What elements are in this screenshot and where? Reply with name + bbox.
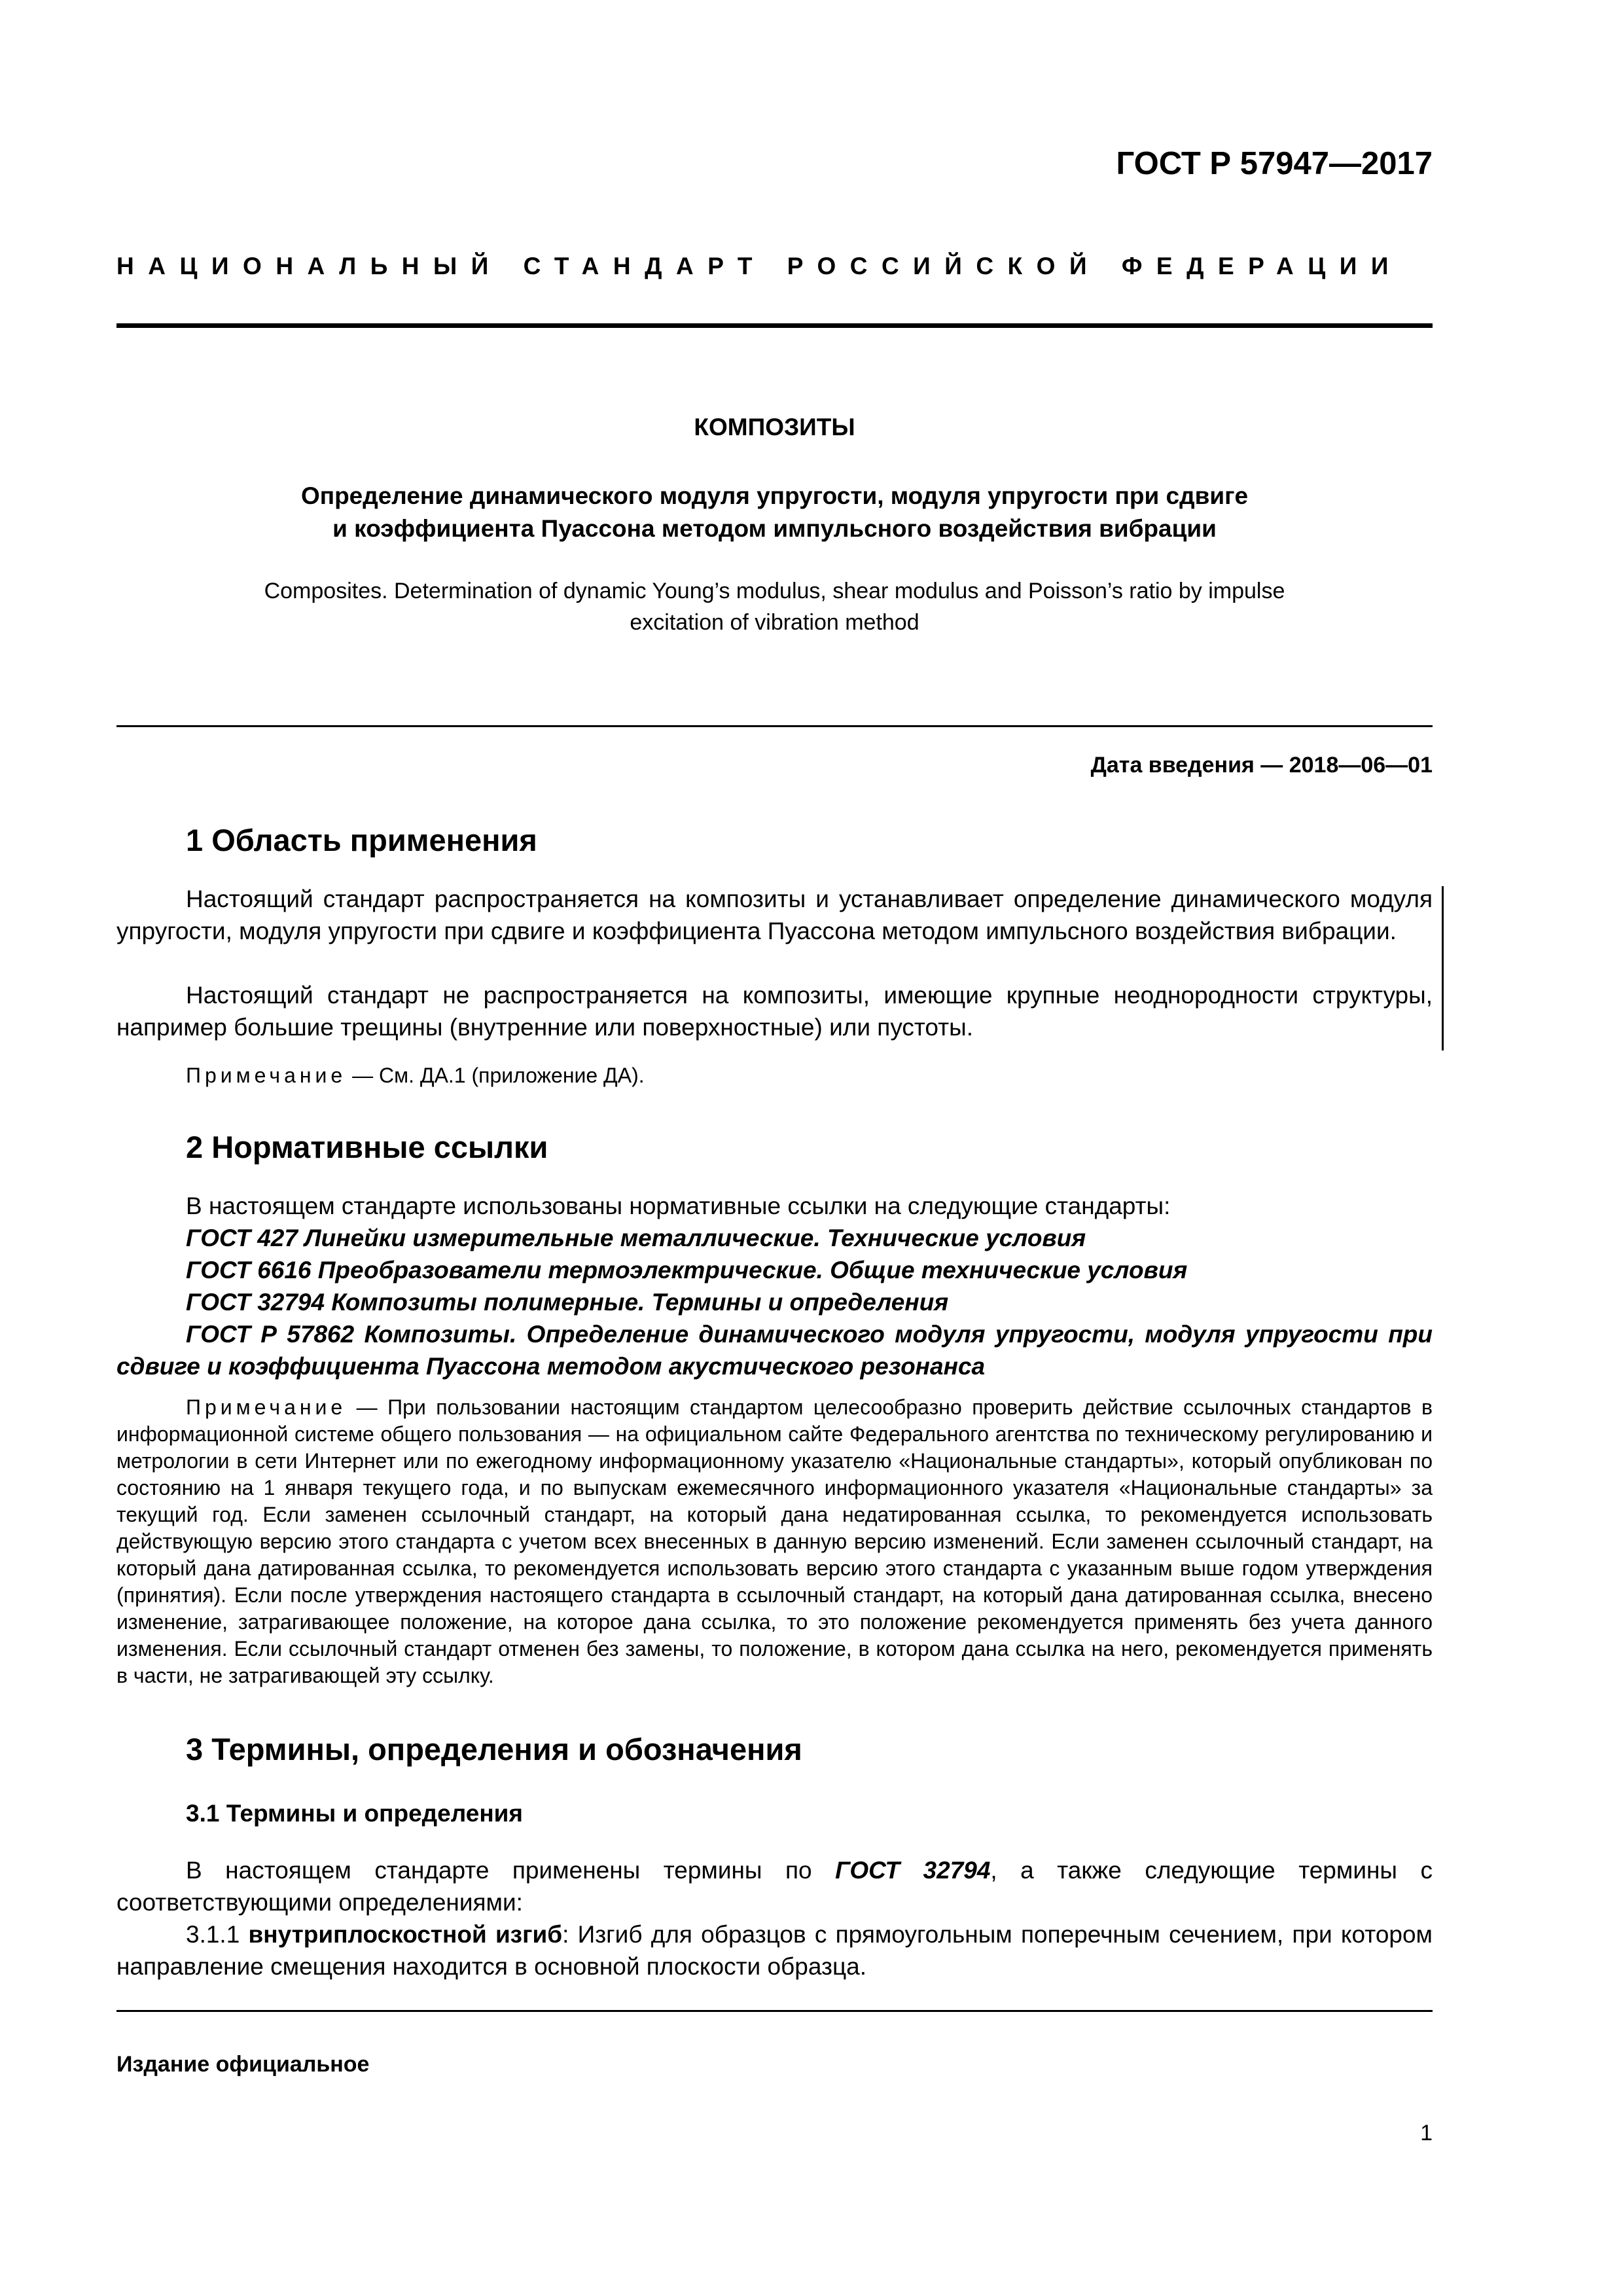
document-number: ГОСТ Р 57947—2017 [1116,146,1433,181]
section-2-note: Примечание — При пользовании настоящим стандартом целесообразно проверить действие ссылочных стандартов в информационной системе общего пользования — на официальном сайте Федерального агентства по техническому регулированию и метрологии в сети Интернет или по ежегодному информационному указателю «Национальные стандарты», который опубликован по состоянию на 1 января текущего года, и по выпускам ежемесячного информационного указателя «Национальные стандарты» за текущий год. Если заменен ссылочный стандарт, на который дана недатированная ссылка, то рекомендуется использовать действующую версию этого стандарта с учетом всех внесенных в данную версию изменений. Если заменен ссылочный стандарт, на который дана датированная ссылка, то рекомендуется использовать версию этого стандарта с указанным выше годом утверждения (принятия). Если после утверждения настоящего стандарта в ссылочный стандарт, на который дана датированная ссылка, внесено изменение, затрагивающее положение, на которое дана ссылка, то это положение рекомендуется применять без учета данного изменения. Если ссылочный стандарт отменен без замены, то положение, в котором дана ссылка на него, рекомендуется применять в части, не затрагивающей эту ссылку. [116,1395,1433,1687]
english-title: Composites. Determination of dynamic Young’s modulus, shear modulus and Poisson’s ratio by impulse excitation of vibration method [264,579,1285,635]
subtitle: Определение динамического модуля упругости, модуля упругости при сдвиге и коэффициента Пуассона методом импульсного воздействия вибрации [300,482,1249,543]
section-1-heading: 1 Область применения [186,823,537,857]
reference-item: ГОСТ 427 Линейки измерительные металлические. Технические условия [186,1225,1086,1251]
change-bar [1442,886,1444,1050]
main-title: КОМПОЗИТЫ [694,414,855,440]
reference-link: ГОСТ 32794 [835,1857,991,1884]
reference-item: ГОСТ 32794 Композиты полимерные. Термины и определения [186,1289,949,1316]
section-1-paragraph-2: Настоящий стандарт не распространяется на композиты, имеющие крупные неоднородности структуры, например большие трещины (внутренние или поверхностные) или пустоты. [116,982,1433,1041]
subsection-3-1-heading: 3.1 Термины и определения [186,1800,524,1827]
term-3-1-1: 3.1.1 внутриплоскостной изгиб: Изгиб для образцов с прямоугольным поперечным сечением, при котором направление смещения находится в основной плоскости образца. [116,1921,1433,1980]
reference-item: ГОСТ 6616 Преобразователи термоэлектрические. Общие технические условия [186,1257,1188,1283]
term-name: внутриплоскостной изгиб [248,1921,563,1948]
title-rule [116,725,1433,727]
section-1-paragraph-1: Настоящий стандарт распространяется на композиты и устанавливает определение динамического модуля упругости, модуля упругости при сдвиге и коэффициента Пуассона методом импульсного воздействия вибрации. [116,886,1433,944]
section-1-note: Примечание — См. ДА.1 (приложение ДА). [186,1064,645,1087]
page-number: 1 [1420,2121,1433,2145]
introduction-date: Дата введения — 2018—06—01 [1090,753,1433,778]
section-3-heading: 3 Термины, определения и обозначения [186,1732,802,1767]
edition-label: Издание официальное [116,2052,370,2077]
footer-rule [116,2010,1433,2012]
reference-item: ГОСТ Р 57862 Композиты. Определение динамического модуля упругости, модуля упругости при сдвиге и коэффициента Пуассона методом акустического резонанса [116,1321,1433,1380]
section-2-intro: В настоящем стандарте использованы нормативные ссылки на следующие стандарты: [186,1193,1171,1219]
national-standard-title: НАЦИОНАЛЬНЫЙ СТАНДАРТ РОССИЙСКОЙ ФЕДЕРАЦИИ [116,253,1402,279]
section-3-paragraph: В настоящем стандарте применены термины по ГОСТ 32794, а также следующие термины с соответствующими определениями: [116,1857,1433,1916]
header-rule [116,323,1433,328]
section-2-heading: 2 Нормативные ссылки [186,1130,548,1164]
